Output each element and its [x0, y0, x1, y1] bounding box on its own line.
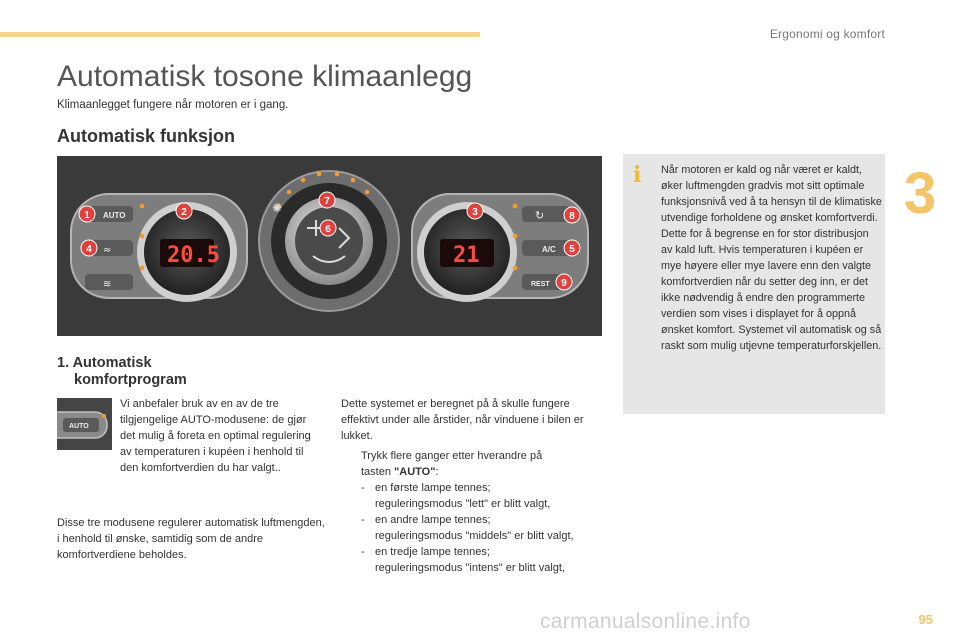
- recirculation-icon: ↻: [535, 209, 545, 222]
- subheading-line1: 1. Automatisk: [57, 355, 152, 371]
- svg-text:9: 9: [561, 278, 567, 289]
- list-item-detail: reguleringsmodus "lett" er blitt valgt,: [375, 498, 551, 510]
- climate-panel-illustration: [57, 156, 602, 336]
- svg-text:3: 3: [472, 207, 478, 218]
- left-temp-display: 20.5: [167, 243, 220, 268]
- front-defrost-icon: ≋: [103, 279, 112, 290]
- svg-text:2: 2: [181, 207, 187, 218]
- instruction-list: [341, 448, 616, 576]
- svg-text:7: 7: [324, 196, 330, 207]
- right-temp-display: 21: [453, 243, 480, 268]
- svg-text:1: 1: [84, 210, 90, 221]
- marker-1: [79, 206, 95, 222]
- svg-text:6: 6: [325, 224, 331, 235]
- list-item-detail: reguleringsmodus "middels" er blitt valgt,: [375, 530, 574, 542]
- rear-defrost-icon: ≈: [103, 245, 112, 256]
- page-subtitle: Klimaanlegget fungere når motoren er i gang.: [57, 99, 289, 111]
- instruction-lead: Trykk flere ganger etter hverandre på: [341, 448, 616, 464]
- auto-button-illustration: [57, 398, 112, 450]
- climate-control-photo: [57, 156, 602, 336]
- page-title: Automatisk tosone klimaanlegg: [57, 60, 473, 93]
- info-box: [623, 154, 885, 414]
- instruction-lead-line2: tasten "AUTO":: [361, 466, 439, 478]
- paragraph-recommendation: Vi anbefaler bruk av en av de tre tilgjengelige AUTO-modusene: de gjør det mulig å foreta en optimal regulering av temperaturen i kupéen i henhold til den komfortverdien du har valgt..: [120, 398, 311, 474]
- header-accent-bar: [0, 32, 480, 37]
- marker-8: [564, 207, 580, 223]
- info-icon: i: [633, 162, 642, 188]
- section-heading: Automatisk funksjon: [57, 126, 236, 146]
- chapter-number: 3: [904, 161, 937, 226]
- svg-text:5: 5: [569, 244, 575, 255]
- section-header: Ergonomi og komfort: [769, 27, 885, 41]
- marker-9: [556, 274, 572, 290]
- marker-7: [319, 192, 335, 208]
- svg-text:4: 4: [86, 244, 92, 255]
- subheading: [57, 355, 187, 389]
- list-item-detail: reguleringsmodus "intens" er blitt valgt,: [375, 562, 566, 574]
- auto-key-name: "AUTO": [394, 466, 436, 478]
- list-item: - en første lampe tennes;: [361, 482, 491, 494]
- watermark: carmanualsonline.info: [540, 610, 751, 633]
- marker-6: [320, 220, 336, 236]
- list-item: - en andre lampe tennes;: [361, 514, 491, 526]
- checkbox-bullet-icon: [341, 448, 361, 464]
- list-item: - en tredje lampe tennes;: [361, 546, 490, 558]
- marker-2: [176, 203, 192, 219]
- svg-text:8: 8: [569, 211, 575, 222]
- marker-4: [81, 240, 97, 256]
- thumb-auto-label: AUTO: [69, 423, 89, 430]
- page-number: 95: [918, 612, 933, 627]
- marker-5: [564, 240, 580, 256]
- info-text: Når motoren er kald og når været er kaldt, øker luftmengden gradvis mot sitt optimale funksjonsnivå ved å ta hensyn til de klimatiske utvendige forholdene og ønsket komfortverdi. Dette for å begrense en for stor distribusjon av kald luft. Hvis temperaturen i kupéen er mye høyere eller mye lavere enn den valgte komfortverdien når du setter deg inn, er det ikke nødvendig å endre den programmerte verdien som vises i displayet for å oppnå ønsket komfort. Systemet vil automatisk og så raskt som mulig utjevne temperaturforskjellen.: [661, 164, 882, 352]
- marker-3: [467, 203, 483, 219]
- auto-button-thumbnail: [57, 398, 112, 450]
- ac-label: A/C: [542, 245, 556, 254]
- paragraph-modes: Disse tre modusene regulerer automatisk luftmengden, i henhold til ønske, samtidig som de andre komfortverdiene beholdes.: [57, 517, 325, 561]
- subheading-line2: komfortprogram: [74, 372, 187, 388]
- fan-icon: ✺: [272, 201, 283, 215]
- paragraph-system: Dette systemet er beregnet på å skulle fungere effektivt under alle årstider, når vinduene i bilen er lukket.: [341, 398, 584, 442]
- rest-label: REST: [531, 281, 550, 288]
- auto-label: AUTO: [103, 211, 126, 220]
